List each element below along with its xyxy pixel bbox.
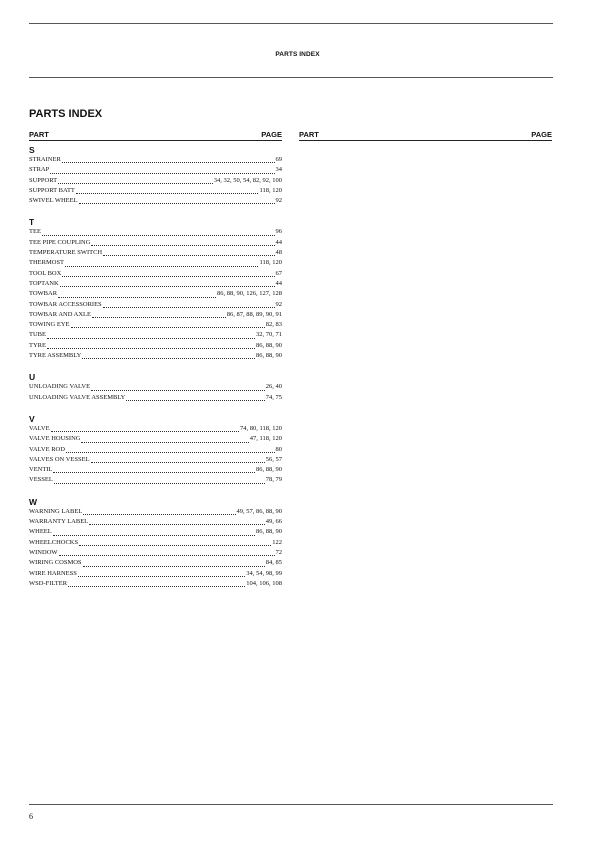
index-entry <box>29 434 282 444</box>
index-entry <box>29 258 282 268</box>
part-name: TOWBAR AND AXLE <box>29 310 91 318</box>
index-entry <box>29 558 282 568</box>
part-column-label: PART <box>299 130 319 139</box>
part-name: VALVES ON VESSEL <box>29 455 90 463</box>
page-number: 6 <box>29 812 33 821</box>
index-entry <box>29 248 282 258</box>
part-name: SUPPORT BATT <box>29 186 75 194</box>
dot-leader <box>42 235 275 236</box>
dot-leader <box>91 462 265 463</box>
page-references: 67 <box>275 269 282 277</box>
dot-leader <box>103 307 275 308</box>
part-name: VALVE ROD <box>29 445 65 453</box>
part-name: SWIVEL WHEEL <box>29 197 78 205</box>
index-entry <box>29 238 282 248</box>
page-references: 86, 88, 90, 126, 127, 128 <box>217 290 282 298</box>
index-entry <box>29 310 282 320</box>
index-entry <box>29 517 282 527</box>
page-references: 80 <box>275 445 282 453</box>
part-name: WSD-FILTER <box>29 579 68 587</box>
part-name: TYRE ASSEMBLY <box>29 352 82 360</box>
page-references: 92 <box>275 300 282 308</box>
footer-rule <box>29 804 553 805</box>
dot-leader <box>68 586 245 587</box>
dot-leader <box>79 545 271 546</box>
index-entry <box>29 351 282 361</box>
section-title: PARTS INDEX <box>29 108 103 120</box>
part-name: WHEEL <box>29 528 52 536</box>
page-references: 86, 87, 88, 89, 90, 91 <box>226 310 282 318</box>
index-entry <box>29 548 282 558</box>
dot-leader <box>47 338 255 339</box>
page-references: 34, 54, 98, 99 <box>246 569 282 577</box>
index-group <box>29 145 282 206</box>
dot-leader <box>89 524 265 525</box>
part-name: WIRING COSMOS <box>29 559 82 567</box>
dot-leader <box>71 327 265 328</box>
part-name: WIRE HARNESS <box>29 569 77 577</box>
page-references: 96 <box>275 228 282 236</box>
index-group <box>29 497 282 589</box>
dot-leader <box>91 245 274 246</box>
dot-leader <box>60 286 275 287</box>
dot-leader <box>51 431 239 432</box>
index-entry <box>29 300 282 310</box>
index-entry <box>29 382 282 392</box>
part-column-label: PART <box>29 130 49 139</box>
page-references: 32, 70, 71 <box>256 331 282 339</box>
page-column-label: PAGE <box>531 130 552 139</box>
page-references: 69 <box>275 156 282 163</box>
index-entry <box>29 538 282 548</box>
page-references: 72 <box>275 548 282 556</box>
page-references: 49, 66 <box>265 518 282 526</box>
page-references: 44 <box>275 238 282 246</box>
page-references: 118, 120 <box>259 186 282 194</box>
dot-leader <box>82 358 255 359</box>
group-letter: W <box>29 496 38 507</box>
dot-leader <box>62 162 275 163</box>
part-name: VALVE <box>29 424 50 432</box>
dot-leader <box>83 566 265 567</box>
index-entry <box>29 176 282 186</box>
part-name: VENTIL <box>29 466 53 474</box>
index-group <box>29 414 282 486</box>
index-entry <box>29 455 282 465</box>
index-entry <box>29 227 282 237</box>
dot-leader <box>92 317 226 318</box>
dot-leader <box>81 442 248 443</box>
part-name: TOWING EYE <box>29 321 70 329</box>
page-references: 122 <box>272 538 282 546</box>
part-name: STRAINER <box>29 156 61 163</box>
dot-leader <box>53 472 255 473</box>
page-references: 56, 57 <box>265 455 282 463</box>
page-column-label: PAGE <box>261 130 282 139</box>
page-references: 104, 106, 108 <box>246 579 282 587</box>
page-references: 34 <box>275 166 282 174</box>
page-references: 49, 57, 86, 88, 90 <box>236 507 282 515</box>
part-name: UNLOADING VALVE <box>29 383 91 391</box>
index-entry <box>29 155 282 165</box>
page-references: 118, 120 <box>259 259 282 267</box>
index-entry <box>29 465 282 475</box>
page-references: 86, 88, 90 <box>256 528 282 536</box>
header-top-rule <box>29 23 553 24</box>
part-name: THERMOST <box>29 259 65 267</box>
part-name: TEMPERATURE SWITCH <box>29 249 103 257</box>
page-references: 48 <box>275 249 282 257</box>
page-references: 86, 88, 90 <box>256 341 282 349</box>
column-header-left <box>29 130 282 141</box>
index-entry <box>29 393 282 403</box>
part-name: SUPPORT <box>29 176 58 184</box>
page-references: 84, 85 <box>265 559 282 567</box>
index-entry <box>29 330 282 340</box>
index-column-left <box>29 130 282 600</box>
group-letter: V <box>29 413 35 424</box>
page-references: 82, 83 <box>265 321 282 329</box>
page-references: 74, 75 <box>265 393 282 401</box>
dot-leader <box>50 173 274 174</box>
index-entry <box>29 196 282 206</box>
index-entry <box>29 424 282 434</box>
part-name: WARRANTY LABEL <box>29 518 89 526</box>
dot-leader <box>83 514 235 515</box>
index-entry <box>29 475 282 485</box>
dot-leader <box>65 266 258 267</box>
index-entry <box>29 569 282 579</box>
page-references: 47, 118, 120 <box>249 435 282 443</box>
part-name: TOWBAR ACCESSORIES <box>29 300 102 308</box>
running-header: PARTS INDEX <box>275 51 320 58</box>
dot-leader <box>66 452 275 453</box>
part-name: TOOL BOX <box>29 269 62 277</box>
column-header-right <box>299 130 552 141</box>
dot-leader <box>62 276 274 277</box>
group-letter: S <box>29 145 35 155</box>
part-name: WINDOW <box>29 548 58 556</box>
dot-leader <box>47 348 255 349</box>
dot-leader <box>126 400 264 401</box>
index-entry <box>29 279 282 289</box>
index-entry <box>29 186 282 196</box>
index-group <box>29 372 282 403</box>
index-entry <box>29 165 282 175</box>
part-name: TYRE <box>29 341 46 349</box>
part-name: TUBE <box>29 331 46 339</box>
dot-leader <box>103 255 274 256</box>
index-group <box>29 217 282 361</box>
header-bottom-rule <box>29 77 553 78</box>
dot-leader <box>53 535 255 536</box>
index-entry <box>29 579 282 589</box>
part-name: WHEELCHOCKS <box>29 538 79 546</box>
part-name: TEE PIPE COUPLING <box>29 238 91 246</box>
dot-leader <box>59 555 275 556</box>
part-name: TOPTANK <box>29 279 59 287</box>
page-references: 92 <box>275 197 282 205</box>
index-column-right <box>299 130 552 141</box>
dot-leader <box>58 183 213 184</box>
dot-leader <box>79 203 275 204</box>
index-entry <box>29 341 282 351</box>
page-references: 34, 32, 50, 54, 82, 92, 100 <box>213 176 282 184</box>
index-groups <box>29 145 282 589</box>
page-references: 74, 80, 118, 120 <box>239 424 282 432</box>
index-entry <box>29 445 282 455</box>
page-references: 26, 40 <box>265 383 282 391</box>
page-references: 78, 79 <box>265 476 282 484</box>
index-entry <box>29 507 282 517</box>
part-name: TEE <box>29 228 41 236</box>
index-entry <box>29 320 282 330</box>
dot-leader <box>54 483 265 484</box>
index-entry <box>29 289 282 299</box>
dot-leader <box>76 193 259 194</box>
part-name: STRAP <box>29 166 50 174</box>
index-entry <box>29 527 282 537</box>
part-name: TOWBAR <box>29 290 58 298</box>
dot-leader <box>58 297 216 298</box>
part-name: VESSEL <box>29 476 53 484</box>
group-letter: T <box>29 217 35 228</box>
dot-leader <box>78 576 245 577</box>
dot-leader <box>91 390 265 391</box>
group-letter: U <box>29 372 36 383</box>
part-name: WARNING LABEL <box>29 507 83 515</box>
page-references: 86, 88, 90 <box>256 466 282 474</box>
index-entry <box>29 269 282 279</box>
part-name: VALVE HOUSING <box>29 435 81 443</box>
page-references: 44 <box>275 279 282 287</box>
part-name: UNLOADING VALVE ASSEMBLY <box>29 393 126 401</box>
page-references: 86, 88, 90 <box>256 352 282 360</box>
